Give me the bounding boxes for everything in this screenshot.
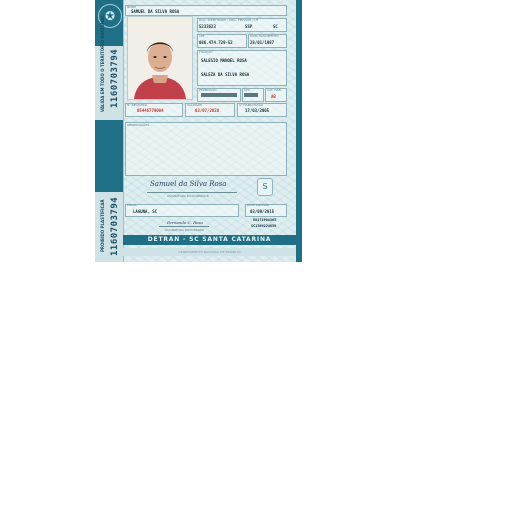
vertical-no-laminate-text: PROIBIDO PLASTIFICAR	[100, 199, 105, 252]
control-code-2: SC1369224859	[251, 224, 277, 228]
observations-box	[125, 122, 287, 176]
vertical-validity-text: VÁLIDA EM TODO O TERRITÓRIO NACIONAL	[100, 15, 105, 112]
cpf-number: 086.474.729-52	[199, 40, 233, 45]
registration-number: 05446779004	[137, 108, 164, 113]
signature-line	[147, 192, 237, 193]
cpf-label: CPF	[199, 34, 205, 38]
category-value: AB	[271, 94, 276, 99]
holder-signature-label: ASSINATURA DO PORTADOR	[167, 194, 209, 198]
permission-label: PERMISSÃO	[199, 88, 217, 92]
place-value: LAGUNA, SC	[133, 209, 158, 214]
emblem-block-middle	[95, 120, 123, 192]
birth-date: 28/01/1987	[250, 40, 275, 45]
holder-photo	[127, 16, 193, 100]
issue-date: 03/09/2015	[250, 209, 275, 214]
right-security-edge	[296, 0, 302, 262]
control-code-1: 68171904365	[253, 218, 277, 222]
acc-redacted	[244, 93, 258, 97]
brasil-emblem-icon: ✪	[98, 4, 122, 28]
place-label: LOCAL	[127, 203, 137, 207]
name-label: NOME	[127, 5, 137, 9]
issuer-signature-label: ASSINATURA DO EMISSOR	[165, 228, 205, 232]
security-seal-icon: S	[257, 178, 273, 196]
doc-uf: SC	[273, 24, 278, 29]
birth-label: DATA NASCIMENTO	[250, 34, 279, 38]
parents-label: FILIAÇÃO	[199, 50, 213, 54]
portrait-icon	[128, 17, 192, 99]
first-license-date: 17/03/2005	[245, 108, 270, 113]
permission-redacted	[201, 93, 237, 97]
observations-label: OBSERVAÇÕES	[127, 123, 150, 127]
issuer-signature: Fernando C. Rosa	[167, 220, 203, 225]
serial-number-top: 1160703794	[110, 48, 120, 108]
holder-name: SAMUEL DA SILVA ROSA	[131, 9, 180, 14]
doc-id-number: 5233623	[199, 24, 216, 29]
holder-signature: Samuel da Silva Rosa	[150, 180, 227, 188]
registration-label: Nº REGISTRO	[127, 103, 147, 107]
driver-license-card	[95, 0, 302, 262]
validity-label: VALIDADE	[187, 103, 202, 107]
issuer-signature-line	[159, 226, 209, 227]
mother-name: SALEZA DA SILVA ROSA	[201, 72, 250, 77]
father-name: SALESIO MANOEL ROSA	[201, 58, 247, 63]
doc-id-label: DOC. IDENTIDADE / ORG. EMISSOR / UF	[199, 18, 259, 22]
acc-label: ACC	[244, 88, 251, 92]
category-label: CAT. HAB.	[267, 88, 282, 92]
doc-issuer: SSP	[245, 24, 253, 29]
serial-number-bottom: 1160703794	[110, 196, 120, 256]
issue-date-label: DATA EMISSÃO	[247, 203, 270, 207]
denatran-footer: DEPARTAMENTO NACIONAL DE TRÂNSITO	[123, 248, 296, 256]
parents-box	[197, 50, 287, 86]
validity-date: 03/07/2020	[195, 108, 220, 113]
first-license-label: 1ª HABILITAÇÃO	[239, 103, 264, 107]
detran-banner: DETRAN - SC SANTA CATARINA	[123, 235, 296, 245]
